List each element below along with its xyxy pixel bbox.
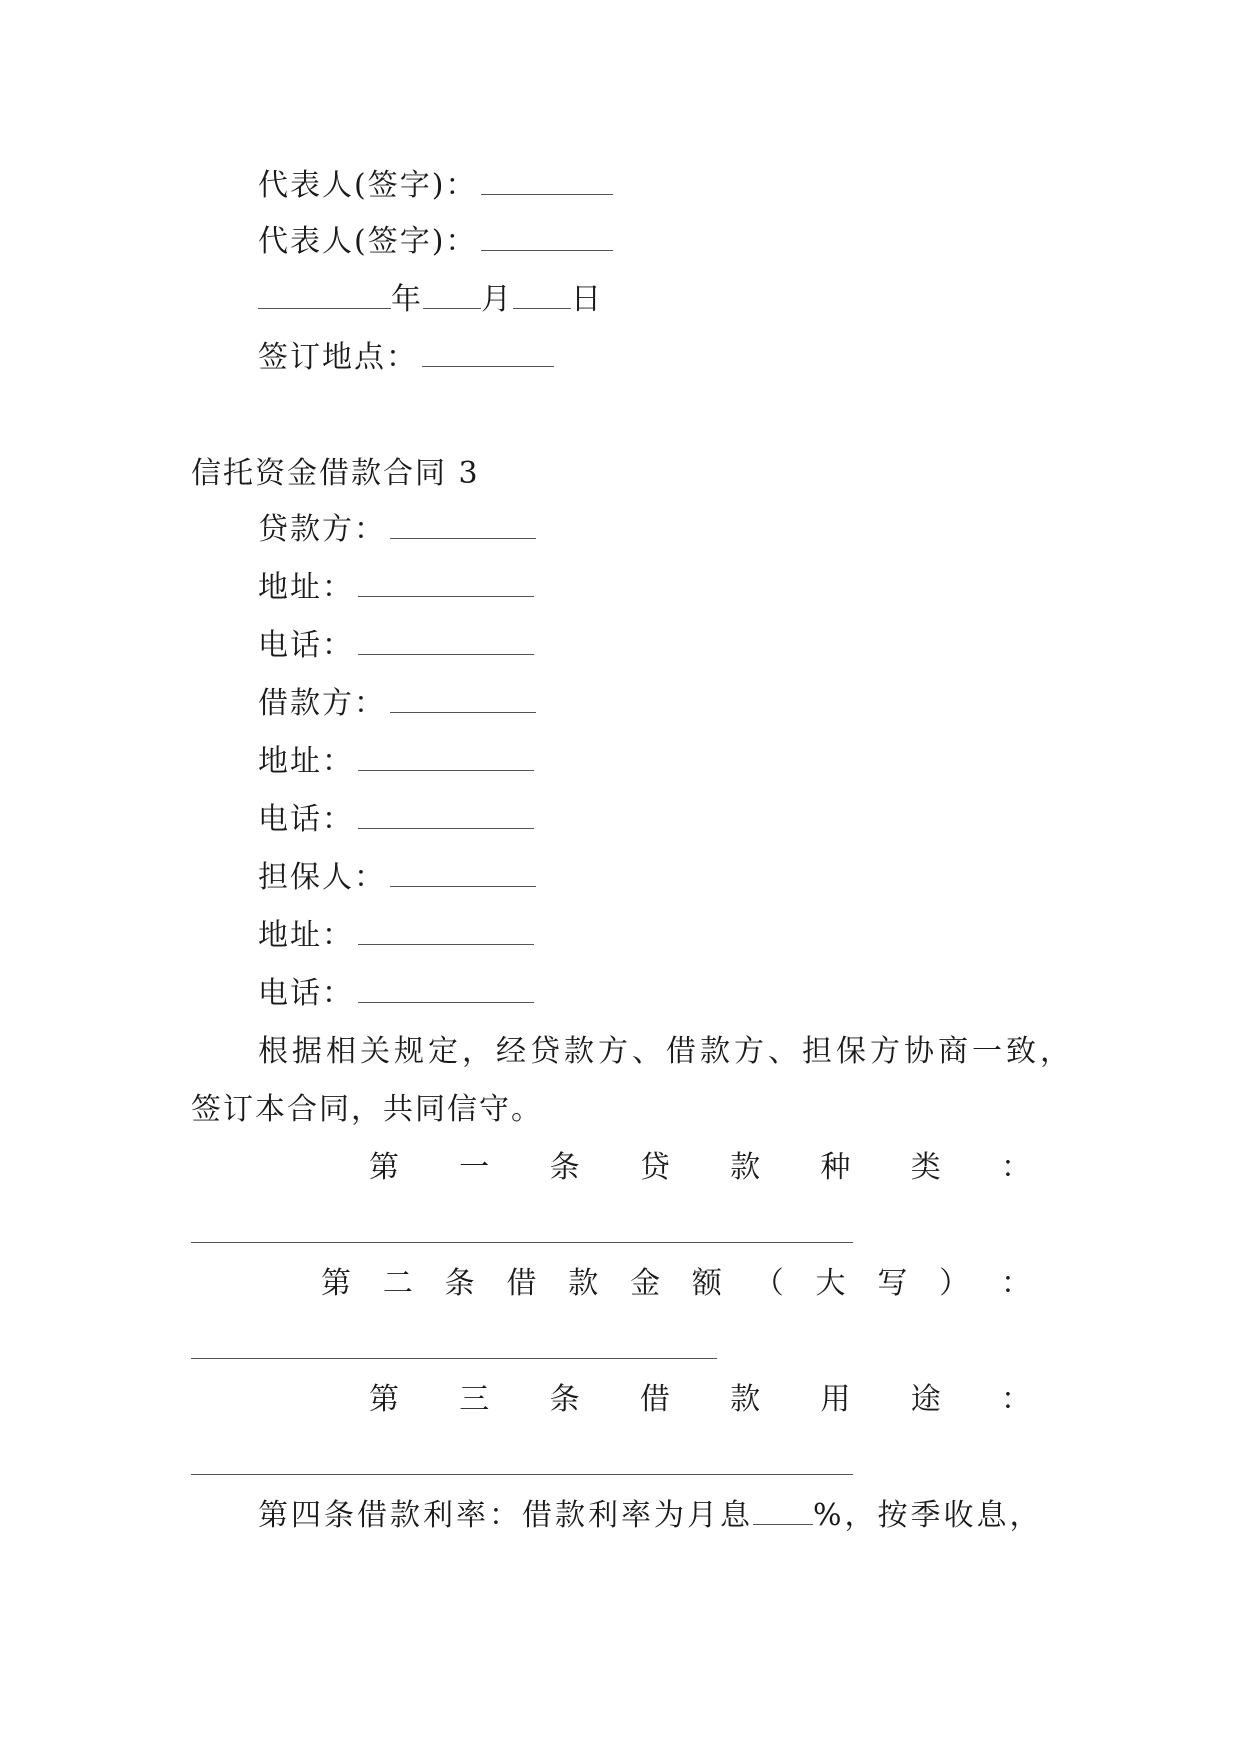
lender-address-line <box>258 568 534 608</box>
article-1-blank <box>191 1242 853 1243</box>
article2-char: 条 <box>444 1266 475 1301</box>
guarantor-phone-blank <box>358 976 534 1003</box>
article2-char: 借 <box>506 1266 537 1301</box>
article2-char: 第 <box>321 1266 351 1301</box>
lender-line <box>258 510 536 550</box>
guarantor-phone-line <box>258 974 534 1014</box>
article-2-heading <box>191 1264 1031 1304</box>
article2-char: ） <box>939 1266 970 1301</box>
guarantor-address-label: 地址： <box>258 918 354 953</box>
article3-char: 借 <box>639 1382 670 1417</box>
article2-char: 金 <box>630 1266 661 1301</box>
rep1-label: 代表人(签字)： <box>258 168 478 203</box>
borrower-label: 借款方： <box>258 686 386 721</box>
article3-char: 用 <box>820 1382 851 1417</box>
article1-char: 种 <box>820 1150 851 1185</box>
article1-char: 贷 <box>639 1150 670 1185</box>
article3-char: 条 <box>549 1382 580 1417</box>
article3-char: 款 <box>730 1382 761 1417</box>
guarantor-line <box>258 858 536 898</box>
article2-char: 写 <box>877 1266 908 1301</box>
article1-char: 一 <box>459 1150 490 1185</box>
year-blank <box>258 282 391 309</box>
article3-char: ： <box>1000 1382 1031 1417</box>
contract-title: 信托资金借款合同 3 <box>191 456 480 491</box>
borrower-address-label: 地址： <box>258 744 354 779</box>
lender-label: 贷款方： <box>258 512 386 547</box>
year-label: 年 <box>391 282 423 317</box>
lender-phone-label: 电话： <box>258 628 354 663</box>
article2-char: （ <box>753 1266 784 1301</box>
article1-char: 第 <box>369 1150 399 1185</box>
article1-char: 款 <box>730 1150 761 1185</box>
borrower-address-blank <box>358 744 534 771</box>
borrower-phone-label: 电话： <box>258 802 354 837</box>
guarantor-address-blank <box>358 918 534 945</box>
place-line <box>258 338 554 378</box>
intro-line-2: 签订本合同，共同信守。 <box>191 1092 543 1127</box>
guarantor-label: 担保人： <box>258 860 386 895</box>
month-blank <box>423 282 481 309</box>
guarantor-blank <box>390 860 536 887</box>
rep2-label: 代表人(签字)： <box>258 224 478 259</box>
article1-char: 类 <box>910 1150 941 1185</box>
article-2-blank <box>191 1358 717 1359</box>
article1-char: 条 <box>549 1150 580 1185</box>
guarantor-phone-label: 电话： <box>258 976 354 1011</box>
rep1-line <box>258 166 613 206</box>
article1-char: ： <box>1000 1150 1031 1185</box>
article2-char: 二 <box>382 1266 413 1301</box>
borrower-address-line <box>258 742 534 782</box>
article3-char: 途 <box>910 1382 941 1417</box>
lender-address-blank <box>358 570 534 597</box>
rep2-blank <box>481 224 613 251</box>
rep2-line <box>258 222 613 262</box>
lender-address-label: 地址： <box>258 570 354 605</box>
article-3-blank <box>191 1474 853 1475</box>
lender-blank <box>390 512 536 539</box>
borrower-line <box>258 684 536 724</box>
month-label: 月 <box>481 282 513 317</box>
article2-char: 额 <box>691 1266 722 1301</box>
article2-char: 款 <box>568 1266 599 1301</box>
article-4-line <box>258 1496 1043 1536</box>
lender-phone-line <box>258 626 534 666</box>
guarantor-address-line <box>258 916 534 956</box>
article-4-text: 第四条借款利率：借款利率为月息 <box>258 1498 753 1533</box>
article2-char: ： <box>1000 1266 1031 1301</box>
article-4-text-end: %，按季收息， <box>813 1498 1043 1533</box>
place-blank <box>422 340 554 367</box>
day-label: 日 <box>571 282 603 317</box>
date-line <box>258 280 603 320</box>
borrower-phone-line <box>258 800 534 840</box>
borrower-blank <box>390 686 536 713</box>
article-3-heading <box>191 1380 1031 1420</box>
article-1-heading <box>191 1148 1031 1188</box>
rep1-blank <box>481 168 613 195</box>
article3-char: 三 <box>459 1382 490 1417</box>
place-label: 签订地点： <box>258 340 418 375</box>
article3-char: 第 <box>369 1382 399 1417</box>
lender-phone-blank <box>358 628 534 655</box>
intro-line-1: 根据相关规定，经贷款方、借款方、担保方协商一致， <box>258 1034 1074 1069</box>
interest-rate-blank <box>753 1498 813 1525</box>
borrower-phone-blank <box>358 802 534 829</box>
day-blank <box>513 282 571 309</box>
article2-char: 大 <box>815 1266 846 1301</box>
